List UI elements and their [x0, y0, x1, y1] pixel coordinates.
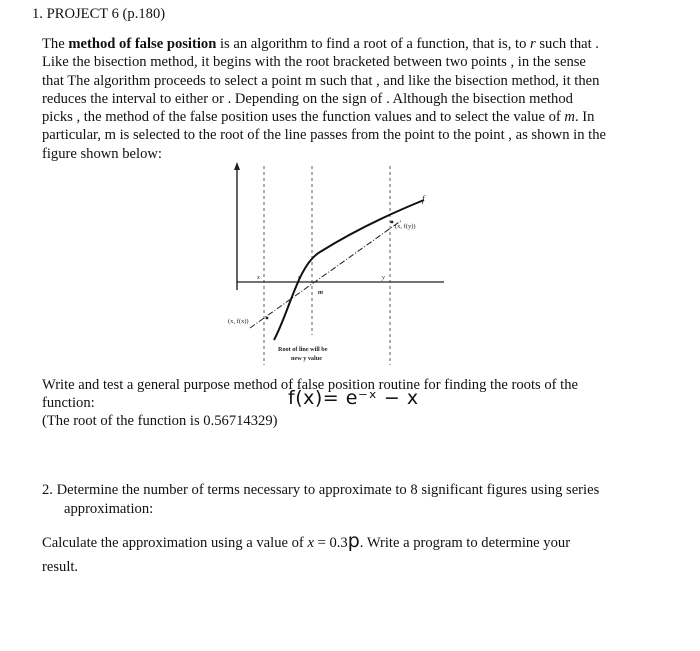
task-line-2: function:: [42, 395, 95, 411]
right-point-marker: [391, 221, 394, 224]
question-2-line-2: approximation:: [64, 501, 154, 517]
text-segment: is an algorithm to find a root of a function, that is, to: [216, 36, 531, 52]
text-segment: Calculate the approximation using a value of: [42, 535, 308, 551]
point-label-m: m: [318, 289, 324, 296]
root-label-r: r: [298, 274, 301, 281]
project-description: [42, 35, 642, 163]
text-segment: such that .: [535, 36, 599, 52]
handwritten-function: f(x)= e⁻ˣ − x: [288, 387, 419, 409]
axis-label-x: x: [257, 274, 260, 281]
y-axis-arrow-icon: [234, 162, 240, 170]
task-line-3: (The root of the function is 0.56714329): [42, 413, 278, 429]
description-line-7: figure shown below:: [42, 145, 162, 162]
text-segment: picks , the method of the false position uses the function values and to select the value of: [42, 109, 565, 126]
description-line-5: [42, 108, 642, 126]
left-point-label: (x, f(x)): [228, 318, 249, 325]
text-segment: . Write a program to determine your: [359, 535, 571, 551]
question-2: [42, 481, 599, 519]
project-heading: 1. PROJECT 6 (p.180): [32, 6, 166, 22]
caption-line-1: Root of line will be: [278, 346, 328, 353]
question-2-line-1: 2. Determine the number of terms necessary to approximate to 8 significant figures using series: [42, 482, 600, 498]
function-curve: [274, 200, 424, 340]
description-line-4: reduces the interval to either or . Depending on the sign of . Although the bisection method: [42, 90, 573, 107]
right-point-label: (x, f(y)): [395, 223, 416, 230]
secant-line: [250, 220, 402, 328]
question-2-body-line-1: [42, 529, 570, 555]
false-position-figure: [212, 160, 462, 370]
curve-label-f: f: [422, 194, 425, 204]
description-line-6: particular, m is selected to the root of the line passes from the point to the point , as shown in the: [42, 127, 606, 144]
left-point-marker: [266, 317, 269, 320]
caption-line-2: new y value: [291, 355, 322, 362]
question-2-body-line-2: result.: [42, 559, 79, 575]
description-line-2: Like the bisection method, it begins with the root bracketed between two points , in the sense: [42, 54, 586, 71]
text-segment: = 0.3: [313, 535, 348, 551]
variable-x: x: [307, 535, 314, 551]
handwritten-p: p: [347, 530, 360, 552]
variable-m: m: [564, 109, 575, 126]
axis-label-y: y: [382, 274, 385, 281]
description-line-3: that The algorithm proceeds to select a point m such that , and like the bisection method, it then: [42, 72, 600, 89]
task-line-1: Write and test a general purpose method of false position routine for finding the roots of the: [42, 377, 578, 393]
variable-r: r: [530, 36, 536, 52]
question-2-body: [42, 529, 570, 579]
description-line-1: [42, 35, 642, 53]
text-segment: . In: [574, 109, 595, 126]
text-segment: The: [42, 36, 69, 52]
method-name: method of false position: [68, 36, 217, 52]
